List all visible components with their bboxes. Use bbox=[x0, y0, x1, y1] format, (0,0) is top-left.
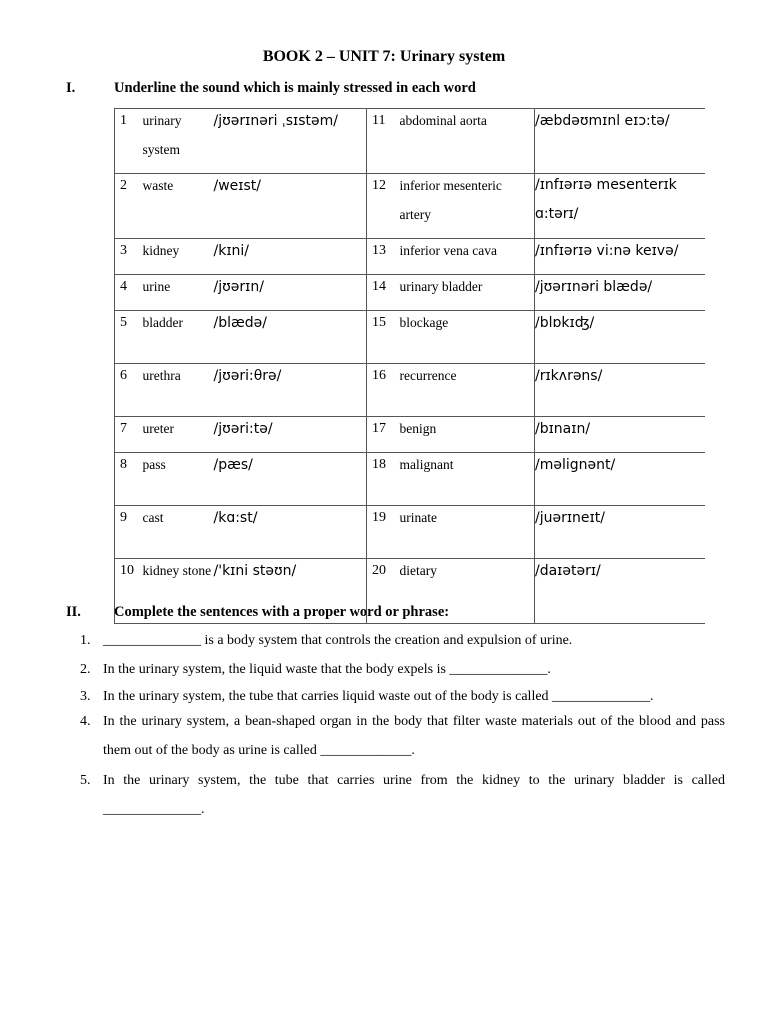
phonetic-transcription: /jʊərɪn/ bbox=[214, 275, 367, 311]
term bbox=[400, 239, 535, 275]
term bbox=[400, 311, 535, 364]
term bbox=[143, 239, 214, 275]
list-item bbox=[70, 766, 725, 824]
term bbox=[143, 109, 214, 174]
section-2-instruction: Complete the sentences with a proper word or phrase: bbox=[114, 604, 450, 620]
phonetic-transcription: /weɪst/ bbox=[214, 174, 367, 239]
term-text: abdominal aorta bbox=[399, 113, 487, 128]
list-item bbox=[70, 655, 725, 684]
phonetic-text: /ɪnfɪərɪə mesenterɪk ɑ:tərɪ/ bbox=[535, 177, 677, 222]
phonetic-transcription: /blɒkɪʤ/ bbox=[535, 311, 705, 364]
row-number: 4 bbox=[115, 275, 143, 311]
term-text: inferior vena cava bbox=[399, 243, 497, 258]
term-text: urine bbox=[142, 279, 171, 294]
row-number: 13 bbox=[367, 239, 400, 275]
term-text: cast bbox=[142, 510, 164, 525]
row-number: 3 bbox=[115, 239, 143, 275]
sentence-text: ______________ is a body system that controls the creation and expulsion of urine. bbox=[103, 633, 573, 648]
phonetic-transcription: /jʊərɪnəri blædə/ bbox=[535, 275, 705, 311]
row-number: 16 bbox=[367, 364, 400, 417]
table-row bbox=[115, 364, 705, 417]
phonetic-transcription: /daɪətərɪ/ bbox=[535, 559, 705, 624]
table-row bbox=[115, 109, 705, 174]
table-row bbox=[115, 311, 705, 364]
term bbox=[143, 453, 214, 506]
phonetic-transcription: /bɪnaɪn/ bbox=[535, 417, 705, 453]
term-text: pass bbox=[142, 457, 166, 472]
term bbox=[400, 417, 535, 453]
sentence-text: In the urinary system, the tube that carries liquid waste out of the body is called ______________. bbox=[103, 689, 654, 704]
row-number: 8 bbox=[115, 453, 143, 506]
sentence-number: 3. bbox=[80, 689, 91, 704]
row-number: 10 bbox=[115, 559, 143, 624]
term bbox=[143, 417, 214, 453]
term-text: kidney stone bbox=[142, 563, 212, 578]
phonetic-transcription: /jʊərɪnəri ˌsɪstəm/ bbox=[214, 109, 367, 174]
term-text: recurrence bbox=[399, 368, 457, 383]
row-number: 20 bbox=[367, 559, 400, 624]
phonetic-transcription: /kɪni/ bbox=[214, 239, 367, 275]
phonetic-transcription: /pæs/ bbox=[214, 453, 367, 506]
term bbox=[400, 364, 535, 417]
sentence-list bbox=[70, 626, 725, 824]
term-text: waste bbox=[142, 178, 174, 193]
term bbox=[400, 453, 535, 506]
row-number: 9 bbox=[115, 506, 143, 559]
term-text: urinary system bbox=[142, 113, 182, 157]
term bbox=[143, 174, 214, 239]
term-text: urinary bladder bbox=[399, 279, 483, 294]
list-item bbox=[70, 707, 725, 765]
phonetic-transcription: /juərɪneɪt/ bbox=[535, 506, 705, 559]
page-title: BOOK 2 – UNIT 7: Urinary system bbox=[262, 48, 506, 65]
sentence-number: 2. bbox=[80, 662, 91, 677]
term-text: urethra bbox=[142, 368, 181, 383]
term-text: urinate bbox=[399, 510, 437, 525]
table-row bbox=[115, 453, 705, 506]
row-number: 7 bbox=[115, 417, 143, 453]
term bbox=[400, 174, 535, 239]
phonetic-transcription: /məlignənt/ bbox=[535, 453, 705, 506]
term bbox=[400, 275, 535, 311]
row-number: 6 bbox=[115, 364, 143, 417]
term-text: ureter bbox=[142, 421, 174, 436]
phonetic-transcription: /ɪnfɪərɪə vi:nə keɪvə/ bbox=[535, 239, 705, 275]
term-text: dietary bbox=[399, 563, 437, 578]
phonetic-transcription: /jʊəri:tə/ bbox=[214, 417, 367, 453]
sentence-number: 1. bbox=[80, 633, 91, 648]
row-number: 15 bbox=[367, 311, 400, 364]
term-text: kidney bbox=[142, 243, 180, 258]
term-text: inferior mesenteric artery bbox=[399, 178, 502, 222]
phonetic-transcription: /æbdəʊmɪnl eɪɔ:tə/ bbox=[535, 109, 705, 174]
term-text: blockage bbox=[399, 315, 449, 330]
phonetic-transcription: /rɪkʌrəns/ bbox=[535, 364, 705, 417]
sentence-text: In the urinary system, the liquid waste that the body expels is ______________. bbox=[103, 662, 551, 677]
row-number: 19 bbox=[367, 506, 400, 559]
term-text: benign bbox=[399, 421, 437, 436]
term bbox=[400, 109, 535, 174]
section-1-number: I. bbox=[66, 80, 76, 96]
table-row bbox=[115, 417, 705, 453]
row-number: 14 bbox=[367, 275, 400, 311]
section-1-instruction: Underline the sound which is mainly stressed in each word bbox=[114, 80, 476, 96]
row-number: 2 bbox=[115, 174, 143, 239]
sentence-text: In the urinary system, a bean-shaped organ in the body that filter waste materials out of the blood and pass them out of the body as urine is called _____________. bbox=[103, 714, 725, 758]
term bbox=[143, 506, 214, 559]
vocabulary-table bbox=[114, 108, 705, 624]
table-row bbox=[115, 239, 705, 275]
table-row bbox=[115, 174, 705, 239]
term bbox=[143, 364, 214, 417]
row-number: 17 bbox=[367, 417, 400, 453]
row-number: 1 bbox=[115, 109, 143, 174]
row-number: 18 bbox=[367, 453, 400, 506]
term bbox=[143, 311, 214, 364]
row-number: 11 bbox=[367, 109, 400, 174]
phonetic-transcription: /blædə/ bbox=[214, 311, 367, 364]
table-row bbox=[115, 275, 705, 311]
phonetic-transcription bbox=[535, 174, 705, 239]
sentence-number: 4. bbox=[80, 714, 91, 729]
table-row bbox=[115, 506, 705, 559]
sentence-text: In the urinary system, the tube that carries urine from the kidney to the urinary bladder is called ______________. bbox=[103, 773, 725, 817]
section-2-number: II. bbox=[66, 604, 81, 620]
row-number: 5 bbox=[115, 311, 143, 364]
row-number: 12 bbox=[367, 174, 400, 239]
term bbox=[143, 275, 214, 311]
sentence-number: 5. bbox=[80, 773, 91, 788]
term-text: bladder bbox=[142, 315, 183, 330]
phonetic-transcription: /'kɪni stəʊn/ bbox=[214, 559, 367, 624]
phonetic-transcription: /kɑ:st/ bbox=[214, 506, 367, 559]
phonetic-transcription: /jʊəri:θrə/ bbox=[214, 364, 367, 417]
term-text: malignant bbox=[399, 457, 454, 472]
list-item bbox=[70, 626, 725, 655]
term bbox=[400, 506, 535, 559]
